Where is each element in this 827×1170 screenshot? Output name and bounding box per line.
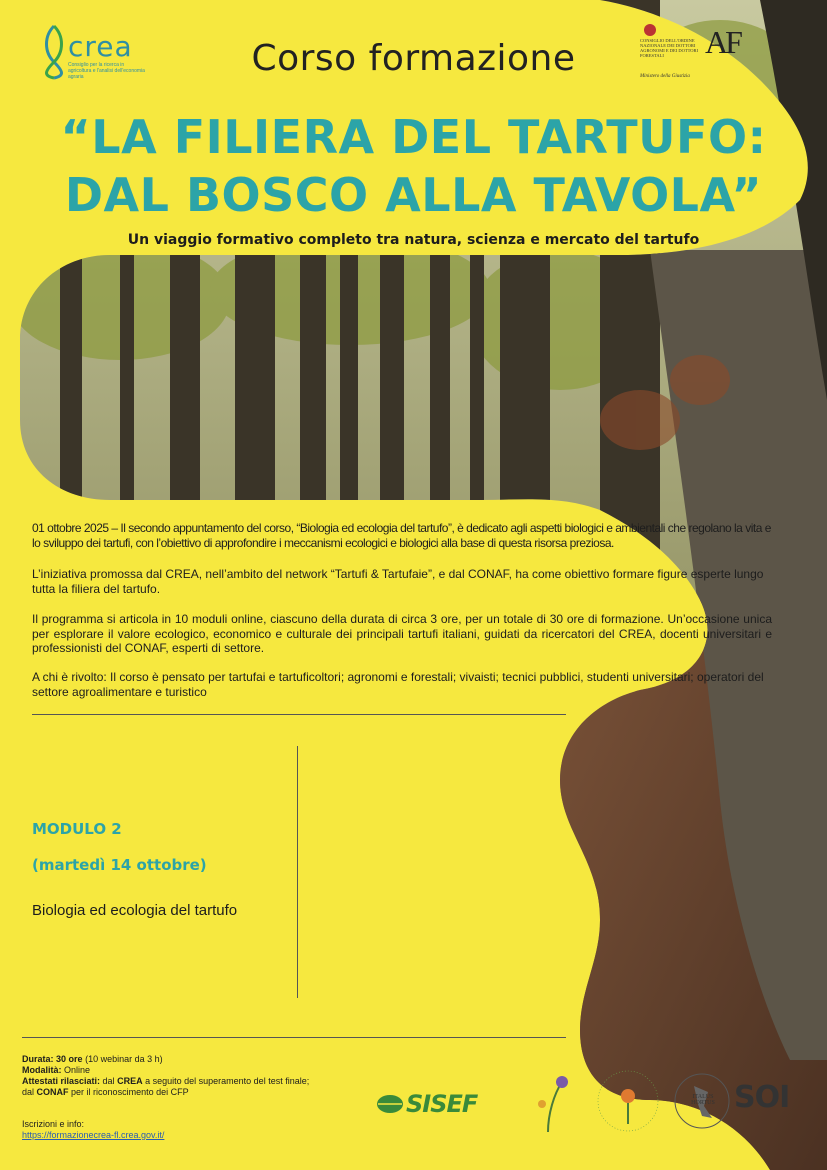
paragraph-intro: 01 ottobre 2025 – Il secondo appuntamento del corso, “Biologia ed ecologia del tartufo”, è dedicato agli aspetti biologici e ambientali che regolano la vita e lo sviluppo dei tartufi, con l’obiettivo di approfondire i meccanismi ecologici e biologici alla base di questa risorsa preziosa. (32, 521, 771, 550)
crea-tagline: Consiglio per la ricerca in agricoltura e l'analisi dell'economia agraria (68, 62, 145, 80)
sisef-text: SISEF (406, 1090, 478, 1118)
paragraph-program: Il programma si articola in 10 moduli online, ciascuno della durata di circa 3 ore, per un totale di 30 ore di formazione. Un’occasione unica per esplorare il valore ecologico, economico e culturale dei principali tartufi italiani, guidati da ricercatori del CREA, docenti universitari e professionisti del CONAF, esperti di settore. (32, 612, 772, 655)
attestati-text: dal (102, 1076, 115, 1086)
durata-label: Durata: (22, 1054, 54, 1064)
attestati-conaf: CONAF (36, 1087, 69, 1097)
italus-hortus-logo (672, 1066, 732, 1136)
info-attestati-2 (22, 1087, 189, 1098)
divider-vertical (297, 746, 298, 998)
info-modalita (22, 1065, 90, 1076)
flower-logo-icon (528, 1074, 578, 1134)
soi-logo: SOI (734, 1080, 790, 1115)
iscrizioni-label: Iscrizioni e info: (22, 1119, 85, 1129)
crea-logo-text: crea (68, 30, 133, 63)
sisef-leaf-icon (376, 1092, 404, 1116)
italus-text: ITALUS HORTUS (691, 1094, 715, 1106)
conaf-ministry: Ministero della Giustizia (640, 74, 690, 79)
divider-bottom (22, 1037, 566, 1038)
attestati-text: per il riconoscimento dei CFP (71, 1087, 189, 1097)
durata-value: 30 ore (56, 1054, 83, 1064)
module-topic: Biologia ed ecologia del tartufo (32, 902, 238, 919)
sig-logo (595, 1066, 661, 1136)
paragraph-initiative: L’iniziativa promossa dal CREA, nell’ambito del network “Tartufi & Tartufaie”, e dal CONAF, ha come obiettivo formare figure esperte lungo tutta la filiera del tartufo. (32, 567, 764, 596)
paragraph-audience: A chi è rivolto: Il corso è pensato per tartufai e tartuficoltori; agronomi e forestali; vivaisti; tecnici pubblici, studenti universitari; operatori del settore agroalimentare e turistico (32, 670, 764, 699)
divider-top (32, 714, 566, 715)
modalita-label: Modalità: (22, 1065, 62, 1075)
title-line-1: “LA FILIERA DEL TARTUFO: (60, 110, 767, 164)
conaf-logo-mark: AF (705, 24, 740, 60)
sig-text (595, 1066, 614, 1067)
info-attestati-1 (22, 1076, 309, 1087)
attestati-text: a seguito del superamento del test finale; (145, 1076, 310, 1086)
durata-note: (10 webinar da 3 h) (85, 1054, 163, 1064)
attestati-label: Attestati rilasciati: (22, 1076, 101, 1086)
republic-emblem-icon (644, 24, 656, 36)
conaf-text: CONSIGLIO DELL'ORDINE NAZIONALE DEI DOTTORI AGRONOMI E DEI DOTTORI FORESTALI (640, 38, 699, 58)
sisef-logo (376, 1088, 526, 1118)
attestati-crea: CREA (117, 1076, 143, 1086)
sig-emblem-icon (595, 1066, 661, 1136)
module-date: (martedì 14 ottobre) (32, 856, 207, 874)
iscrizioni-link[interactable]: https://formazionecrea-fl.crea.gov.it/ (22, 1130, 165, 1140)
subtitle: Un viaggio formativo completo tra natura, scienza e mercato del tartufo (127, 232, 700, 248)
info-durata (22, 1054, 163, 1065)
attestati-text: dal (22, 1087, 35, 1097)
title-line-2: DAL BOSCO ALLA TAVOLA” (64, 168, 763, 222)
modalita-value: Online (64, 1065, 91, 1075)
module-title: MODULO 2 (32, 820, 122, 838)
course-label: Corso formazione (251, 38, 576, 79)
